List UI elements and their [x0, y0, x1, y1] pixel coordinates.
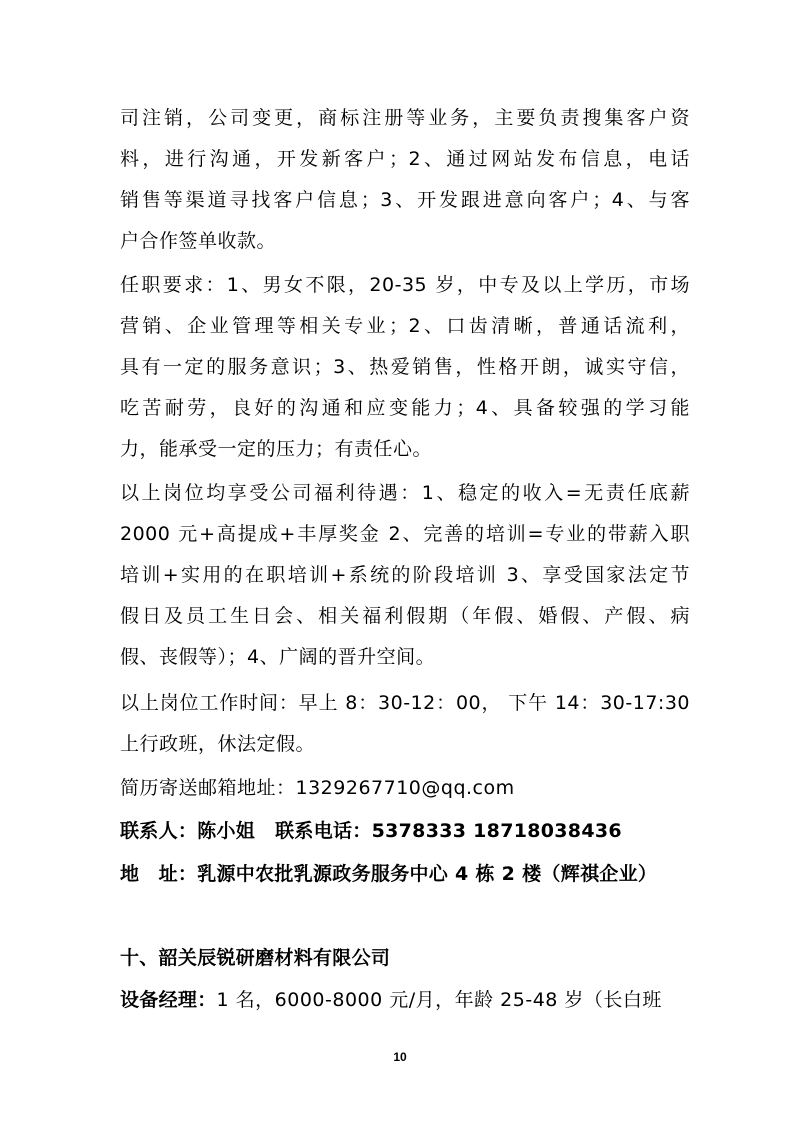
- section-heading: 十、韶关辰锐研磨材料有限公司: [120, 947, 391, 969]
- text-line: 以上岗位均享受公司福利待遇：1、稳定的收入=无责任底薪: [120, 482, 690, 504]
- text-line: 假、丧假等）；4、广阔的晋升空间。: [120, 646, 436, 668]
- text-line: 料，进行沟通，开发新客户；2、通过网站发布信息，电话: [120, 148, 690, 170]
- text-line: 户合作签单收款。: [120, 230, 277, 252]
- page-number: 10: [393, 1050, 407, 1064]
- text-line: 力，能承受一定的压力；有责任心。: [120, 438, 433, 460]
- text-line: 假日及员工生日会、相关福利假期（年假、婚假、产假、病: [120, 605, 690, 627]
- contact-phone: 联系电话：5378333 18718038436: [275, 820, 622, 842]
- text-line: 2000 元+高提成+丰厚奖金 2、完善的培训=专业的带薪入职: [120, 523, 690, 545]
- text-line: 任职要求：1、男女不限，20-35 岁，中专及以上学历，市场: [120, 274, 690, 296]
- position-detail: 1 名，6000-8000 元/月，年龄 25-48 岁（长白班: [216, 989, 662, 1011]
- contact-address: 地 址：乳源中农批乳源政务服务中心 4 栋 2 楼（辉祺企业）: [120, 863, 658, 885]
- text-line: 培训+实用的在职培训+系统的阶段培训 3、享受国家法定节: [120, 564, 690, 586]
- position-label: 设备经理：: [120, 989, 217, 1011]
- resume-email-line: 简历寄送邮箱地址：1329267710@qq.com: [120, 777, 515, 799]
- text-line: 营销、企业管理等相关专业；2、口齿清晰，普通话流利，: [120, 315, 690, 337]
- text-line: 上行政班，休法定假。: [120, 733, 316, 755]
- text-line: 以上岗位工作时间：早上 8：30-12：00， 下午 14：30-17:30: [120, 692, 690, 714]
- position-line: [120, 988, 690, 1012]
- text-line: 具有一定的服务意识；3、热爱销售，性格开朗，诚实守信，: [120, 356, 690, 378]
- text-line: 吃苦耐劳，良好的沟通和应变能力；4、具备较强的学习能: [120, 397, 690, 419]
- contact-line: [120, 819, 690, 843]
- contact-person: 联系人：陈小姐: [120, 820, 256, 842]
- text-line: 司注销，公司变更，商标注册等业务，主要负责搜集客户资: [120, 107, 690, 129]
- text-line: 销售等渠道寻找客户信息；3、开发跟进意向客户；4、与客: [120, 189, 690, 211]
